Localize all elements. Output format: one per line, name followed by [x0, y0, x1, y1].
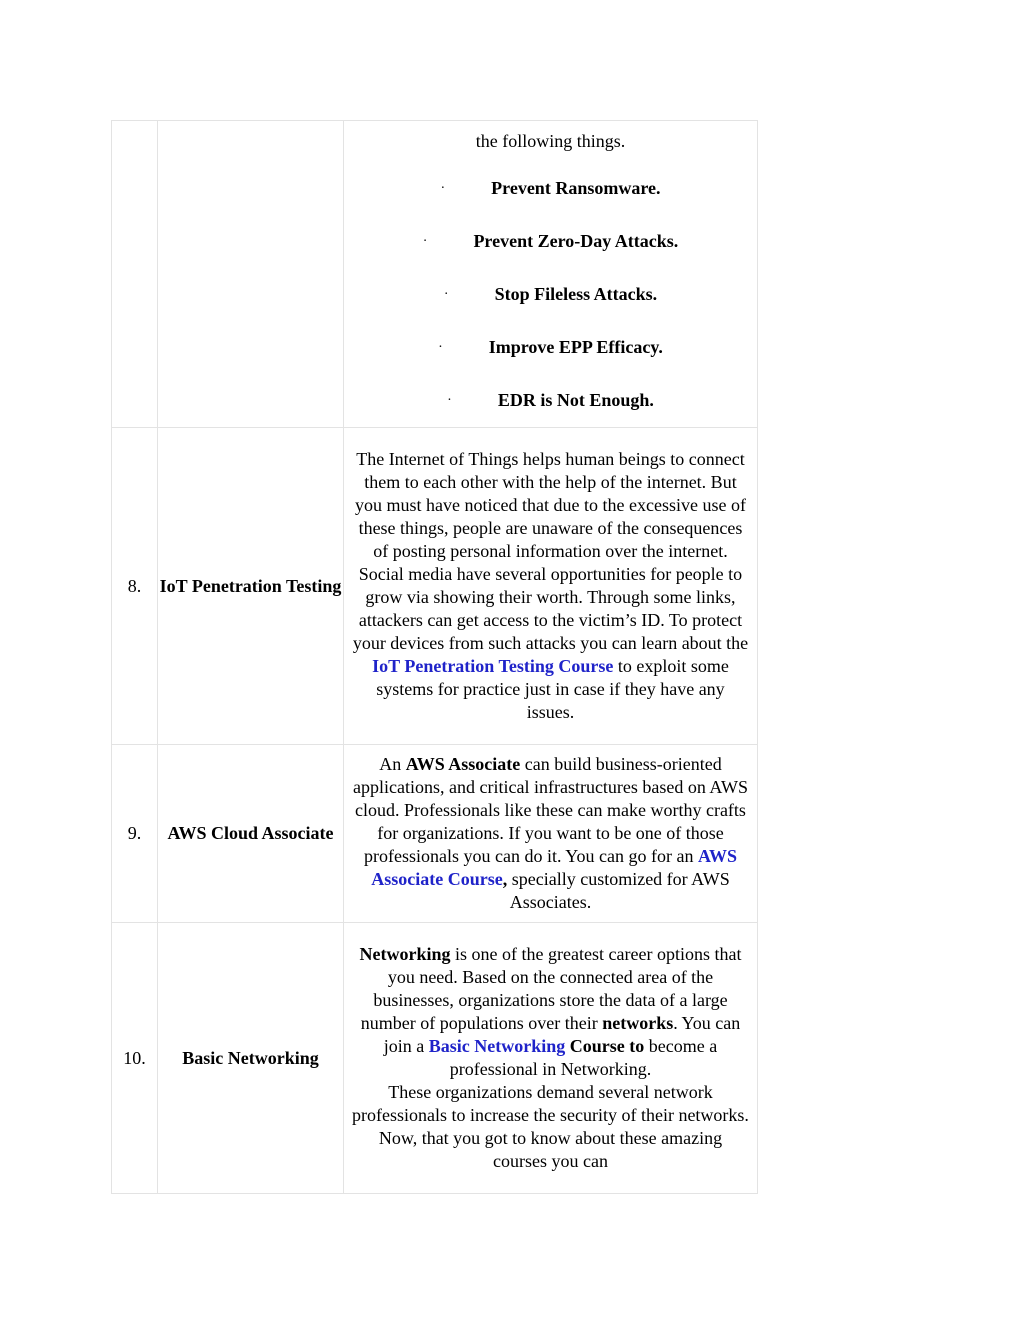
- course-title: AWS Cloud Associate: [158, 745, 344, 923]
- course-title: IoT Penetration Testing: [158, 428, 344, 745]
- bullet-dot-icon: ·: [438, 340, 443, 355]
- row-number: 8.: [112, 428, 158, 745]
- iot-penetration-course-link[interactable]: IoT Penetration Testing Course: [372, 656, 614, 676]
- description-paragraph: An AWS Associate can build business-oriented applications, and critical infrastructures based on AWS cloud. Professionals like these can make worthy crafts for organizations. If you want to be one of those professionals you can do it. You can go for an AWS Associate Course, specially customized for AWS Associates.: [353, 754, 748, 912]
- bullet-dot-icon: ·: [440, 181, 446, 196]
- description-paragraph: These organizations demand several network professionals to increase the security of their networks. Now, that you got to know about these amazing courses you can: [352, 1082, 749, 1171]
- continuation-lead: the following things.: [475, 131, 626, 151]
- list-item: · Prevent Zero-Day Attacks.: [422, 231, 679, 251]
- table-row: [112, 121, 758, 428]
- course-title: Basic Networking: [158, 923, 344, 1194]
- bullet-dot-icon: ·: [443, 287, 449, 302]
- description-paragraph: Social media have several opportunities for people to grow via showing their worth. Through some links, attackers can get access to the victim’s ID. To protect your devices from such attacks you can learn about the IoT Penetration Testing Course to exploit some systems for practice just in case if they have any issues.: [352, 564, 749, 722]
- feature-bullet-list: [344, 162, 757, 427]
- table-row: [112, 428, 758, 745]
- list-item: · Improve EPP Efficacy.: [438, 337, 663, 357]
- table-row: [112, 745, 758, 923]
- row-number-cell: [112, 121, 158, 428]
- row-title-cell: [158, 121, 344, 428]
- row-description-cell: [344, 428, 758, 745]
- description-paragraph: The Internet of Things helps human beings to connect them to each other with the help of the internet. But you must have noticed that due to the excessive use of these things, people are unaware of the consequences of posting personal information over the internet.: [355, 449, 746, 561]
- description-paragraph: Networking is one of the greatest career options that you need. Based on the connected area of the businesses, organizations store the data of a large number of populations over their networks. You can join a Basic Networking Course to become a professional in Networking.: [359, 944, 742, 1079]
- table-row: [112, 923, 758, 1194]
- bullet-dot-icon: ·: [447, 393, 452, 408]
- courses-table: [111, 120, 758, 1194]
- list-item: · EDR is Not Enough.: [447, 390, 654, 410]
- aws-associate-course-link[interactable]: AWS Associate Course: [371, 846, 737, 889]
- row-description-cell: [344, 745, 758, 923]
- row-number: 9.: [112, 745, 158, 923]
- row-number: 10.: [112, 923, 158, 1194]
- row-description-cell: [344, 923, 758, 1194]
- list-item: · Prevent Ransomware.: [440, 178, 661, 198]
- list-item: · Stop Fileless Attacks.: [443, 284, 658, 304]
- bullet-dot-icon: ·: [422, 234, 428, 249]
- basic-networking-course-link[interactable]: Basic Networking: [428, 1036, 566, 1056]
- row-description-cell: [344, 121, 758, 428]
